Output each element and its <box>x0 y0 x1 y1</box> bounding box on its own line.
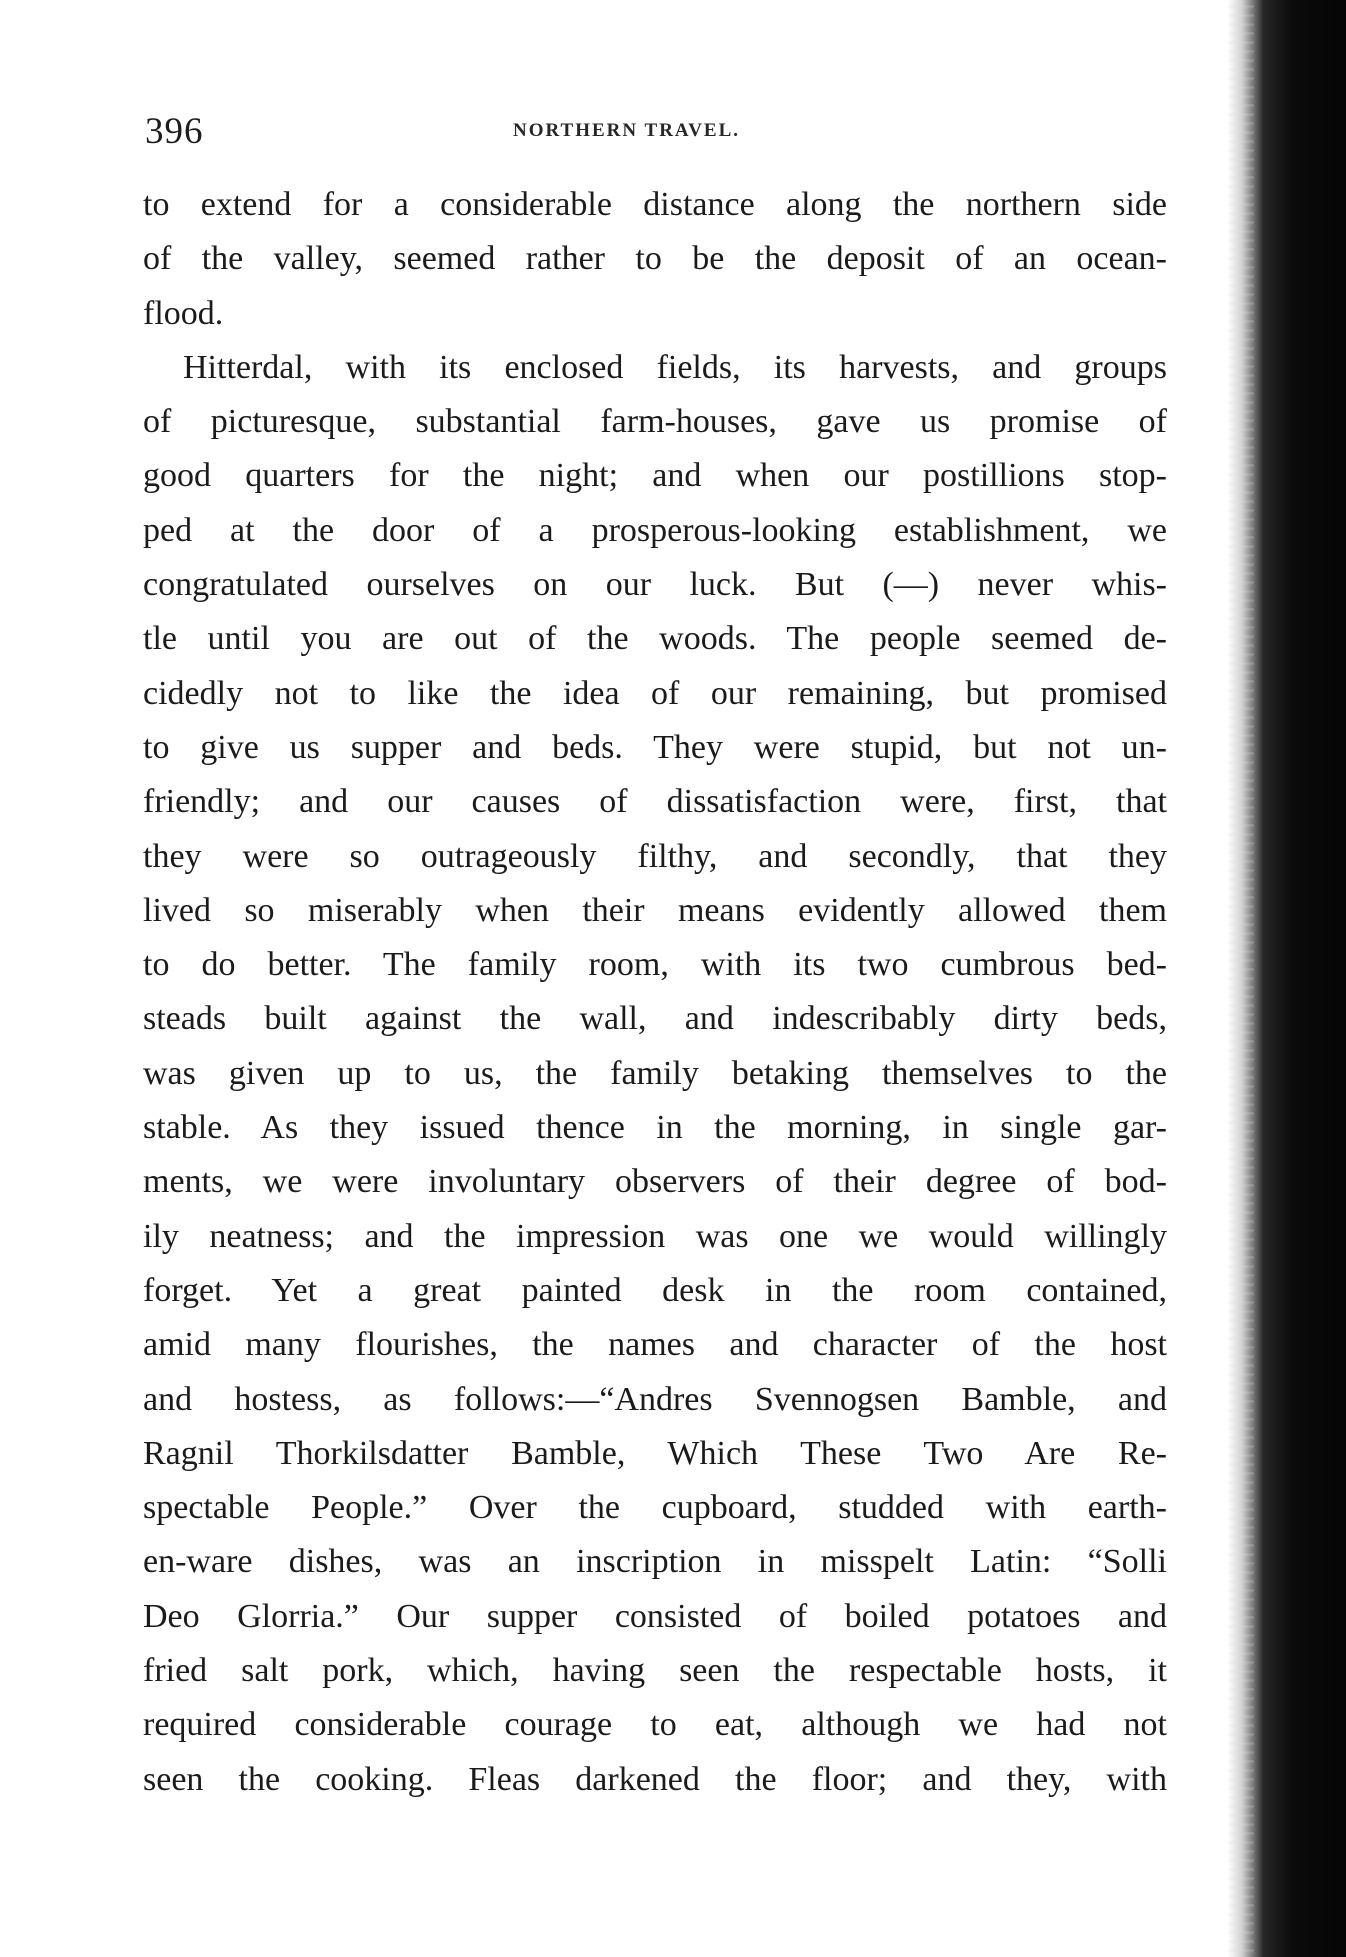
running-head: NORTHERN TRAVEL. <box>513 120 741 141</box>
text-line: steads built against the wall, and indescribably dirty beds, <box>143 1000 1167 1038</box>
text-line: required considerable courage to eat, although we had not <box>143 1706 1167 1744</box>
text-line: to do better. The family room, with its two cumbrous bed- <box>143 946 1167 984</box>
body-text <box>143 178 1167 1807</box>
page-number: 396 <box>145 111 204 152</box>
text-line: to give us supper and beds. They were stupid, but not un- <box>143 728 1167 766</box>
text-line: fried salt pork, which, having seen the respectable hosts, it <box>143 1652 1167 1690</box>
text-line: was given up to us, the family betaking themselves to the <box>143 1054 1167 1092</box>
text-line: flood. <box>143 294 224 332</box>
text-line: of the valley, seemed rather to be the deposit of an ocean- <box>143 240 1167 278</box>
text-line: ped at the door of a prosperous-looking establishment, we <box>143 511 1167 549</box>
text-line: cidedly not to like the idea of our remaining, but promised <box>143 674 1167 712</box>
text-line: ily neatness; and the impression was one we would willingly <box>143 1217 1167 1255</box>
text-line: they were so outrageously filthy, and secondly, that they <box>143 837 1167 875</box>
text-line: Hitterdal, with its enclosed fields, its harvests, and groups <box>183 348 1167 386</box>
text-line: congratulated ourselves on our luck. But (—) never whis- <box>143 566 1167 604</box>
text-line: and hostess, as follows:—“Andres Svennogsen Bamble, and <box>143 1380 1167 1418</box>
page-header <box>145 110 1165 150</box>
text-line: lived so miserably when their means evidently allowed them <box>143 891 1167 929</box>
text-line: amid many flourishes, the names and character of the host <box>143 1326 1167 1364</box>
binding-edge-texture <box>1228 0 1254 1957</box>
text-line: good quarters for the night; and when our postillions stop- <box>143 457 1167 495</box>
text-line: ments, we were involuntary observers of their degree of bod- <box>143 1163 1167 1201</box>
text-line: forget. Yet a great painted desk in the room contained, <box>143 1271 1167 1309</box>
text-line: Deo Glorria.” Our supper consisted of boiled potatoes and <box>143 1597 1167 1635</box>
text-line: en-ware dishes, was an inscription in misspelt Latin: “Solli <box>143 1543 1167 1581</box>
text-line: stable. As they issued thence in the morning, in single gar- <box>143 1109 1167 1147</box>
text-line: to extend for a considerable distance along the northern side <box>143 186 1167 223</box>
text-line: friendly; and our causes of dissatisfaction were, first, that <box>143 783 1167 821</box>
text-line: tle until you are out of the woods. The people seemed de- <box>143 620 1167 658</box>
text-line: of picturesque, substantial farm-houses, gave us promise of <box>143 403 1167 441</box>
text-line: Ragnil Thorkilsdatter Bamble, Which These Two Are Re- <box>143 1434 1167 1472</box>
text-line: seen the cooking. Fleas darkened the floor; and they, with <box>143 1760 1167 1798</box>
text-line: spectable People.” Over the cupboard, studded with earth- <box>143 1489 1167 1527</box>
